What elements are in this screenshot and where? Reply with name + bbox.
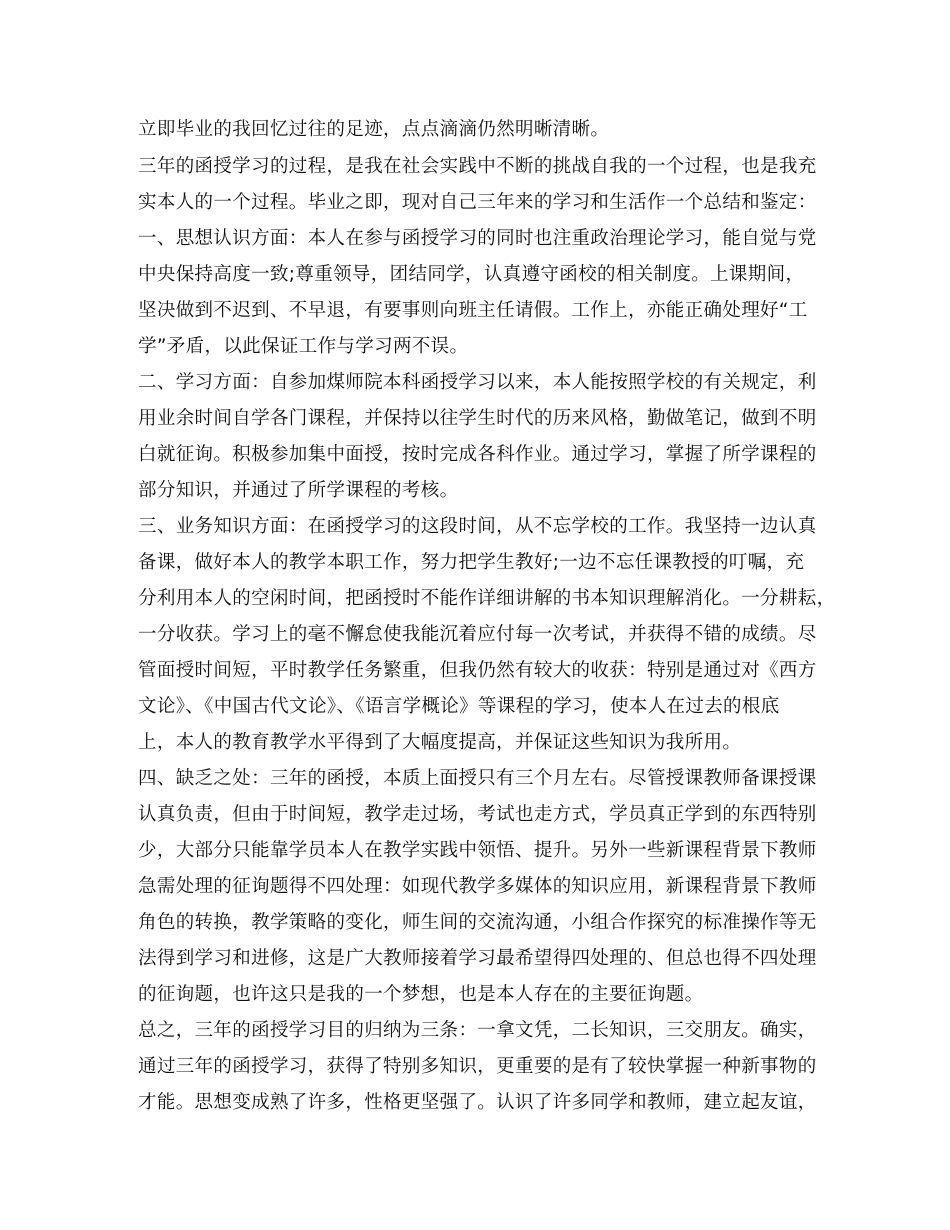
text-line: 上，本人的教育教学水平得到了大幅度提高，并保证这些知识为我所用。 xyxy=(138,732,742,753)
text-line: 认真负责，但由于时间短，教学走过场，考试也走方式，学员真正学到的东西特别 xyxy=(138,804,817,825)
text-line: 白就征询。积极参加集中面授，按时完成各科作业。通过学习，掌握了所学课程的 xyxy=(138,444,817,465)
text-line: 角色的转换，教学策略的变化，师生间的交流沟通，小组合作探究的标准操作等无 xyxy=(138,912,817,933)
text-line: 管面授时间短，平时教学任务繁重，但我仍然有较大的收获：特别是通过对《西方 xyxy=(138,660,817,681)
text-line: 四、缺乏之处：三年的函授，本质上面授只有三个月左右。尽管授课教师备课授课 xyxy=(138,768,817,789)
text-line: 通过三年的函授学习，获得了特别多知识，更重要的是有了较快掌握一种新事物的 xyxy=(138,1056,817,1077)
text-line: 坚决做到不迟到、不早退，有要事则向班主任请假。工作上，亦能正确处理好“工 xyxy=(138,300,808,321)
text-line: 三年的函授学习的过程，是我在社会实践中不断的挑战自我的一个过程，也是我充 xyxy=(138,156,817,177)
text-line: 一、思想认识方面：本人在参与函授学习的同时也注重政治理论学习，能自觉与党 xyxy=(138,228,817,249)
text-line: 少，大部分只能靠学员本人在教学实践中领悟、提升。另外一些新课程背景下教师 xyxy=(138,840,817,861)
text-line: 的征询题，也许这只是我的一个梦想，也是本人存在的主要征询题。 xyxy=(138,984,704,1005)
text-line: 分利用本人的空闲时间，把函授时不能作详细讲解的书本知识理解消化。一分耕耘， xyxy=(138,588,836,609)
text-line: 急需处理的征询题得不四处理：如现代教学多媒体的知识应用，新课程背景下教师 xyxy=(138,876,817,897)
text-line: 三、业务知识方面：在函授学习的这段时间，从不忘学校的工作。我坚持一边认真 xyxy=(138,516,817,537)
text-line: 立即毕业的我回忆过往的足迹，点点滴滴仍然明晰清晰。 xyxy=(138,119,610,140)
text-line: 文论》、《中国古代文论》、《语言学概论》等课程的学习，使本人在过去的根底 xyxy=(138,696,780,717)
text-line: 总之，三年的函授学习目的归纳为三条：一拿文凭，二长知识，三交朋友。确实， xyxy=(138,1020,817,1041)
text-line: 学”矛盾，以此保证工作与学习两不误。 xyxy=(138,336,469,357)
text-line: 备课，做好本人的教学本职工作，努力把学生教好;一边不忘任课教授的叮嘱，充 xyxy=(138,552,805,573)
text-line: 二、学习方面：自参加煤师院本科函授学习以来，本人能按照学校的有关规定，利 xyxy=(138,372,817,393)
text-line: 法得到学习和进修，这是广大教师接着学习最希望得四处理的、但总也得不四处理 xyxy=(138,948,817,969)
text-line: 才能。思想变成熟了许多，性格更坚强了。认识了许多同学和教师，建立起友谊， xyxy=(138,1092,817,1113)
text-line: 实本人的一个过程。毕业之即，现对自己三年来的学习和生活作一个总结和鉴定： xyxy=(138,192,817,213)
text-line: 一分收获。学习上的毫不懈怠使我能沉着应付每一次考试，并获得不错的成绩。尽 xyxy=(138,624,817,645)
text-line: 中央保持高度一致;尊重领导，团结同学，认真遵守函校的相关制度。上课期间， xyxy=(138,264,805,285)
text-line: 部分知识，并通过了所学课程的考核。 xyxy=(138,480,459,501)
text-line: 用业余时间自学各门课程，并保持以往学生时代的历来风格，勤做笔记，做到不明 xyxy=(138,408,817,429)
